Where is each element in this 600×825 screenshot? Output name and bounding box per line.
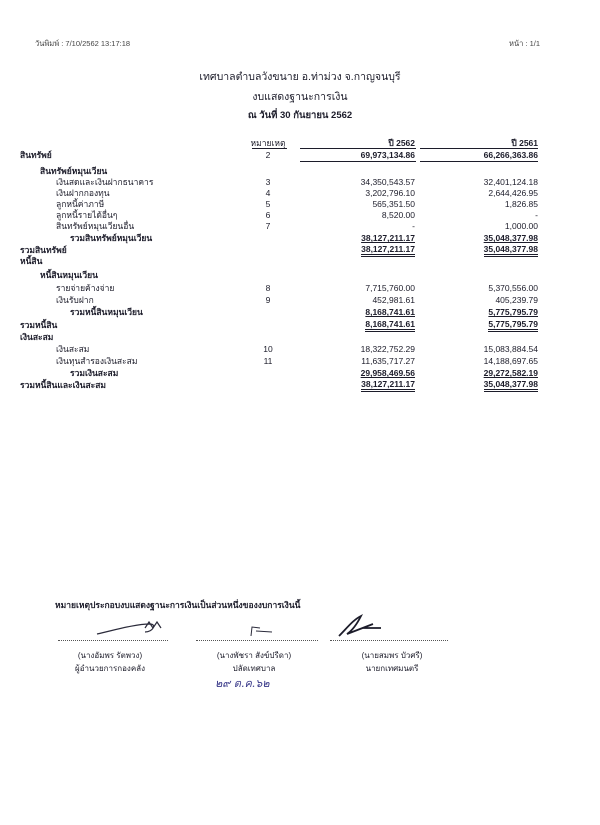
signer-2-name: (นางพัชรา สังข์ปรีดา) xyxy=(216,651,292,660)
row-note: 3 xyxy=(265,177,271,187)
row-label: หนี้สิน xyxy=(20,256,43,266)
signer-1-name: (นางอัมพร รัตพวง) xyxy=(77,651,143,660)
row-note: 5 xyxy=(265,199,271,209)
row-value-2561: - xyxy=(535,210,538,220)
signature-2-icon xyxy=(248,624,278,640)
table-row xyxy=(0,307,600,318)
row-label: สินทรัพย์หมุนเวียน xyxy=(40,166,108,176)
row-value-2561: 1,826.85 xyxy=(504,199,538,209)
row-label: เงินฝากกองทุน xyxy=(56,188,110,198)
row-value-2561: 5,775,795.79 xyxy=(488,307,538,317)
row-value-2561: 35,048,377.98 xyxy=(484,245,538,257)
row-label: รวมหนี้สินและเงินสะสม xyxy=(20,380,107,390)
row-value-2562: 34,350,543.57 xyxy=(360,177,415,187)
row-label: รายจ่ายค้างจ่าย xyxy=(56,283,115,293)
table-row xyxy=(0,166,600,177)
table-row xyxy=(0,188,600,199)
footnote: หมายเหตุประกอบงบแสดงฐานะการเงินเป็นส่วนหนึ่งของงบการเงินนี้ xyxy=(55,600,301,610)
table-row xyxy=(0,344,600,355)
table-row xyxy=(0,233,600,244)
row-note: 8 xyxy=(265,283,271,293)
row-value-2562: 38,127,211.17 xyxy=(361,380,415,392)
row-value-2561: 35,048,377.98 xyxy=(484,380,538,392)
row-value-2562: 3,202,796.10 xyxy=(365,188,415,198)
table-row xyxy=(0,177,600,188)
row-label: เงินสดและเงินฝากธนาคาร xyxy=(56,177,154,187)
row-note: 2 xyxy=(265,150,271,160)
row-label: รวมหนี้สินหมุนเวียน xyxy=(70,307,143,317)
row-label: รวมเงินสะสม xyxy=(70,368,119,378)
table-row xyxy=(0,270,600,281)
table-row xyxy=(0,283,600,294)
row-value-2561: 14,188,697.65 xyxy=(483,356,538,366)
row-note: 9 xyxy=(265,295,271,305)
row-value-2561: 1,000.00 xyxy=(504,221,538,231)
print-date: วันพิมพ์ : 7/10/2562 13:17:18 xyxy=(35,39,131,48)
statement-title: งบแสดงฐานะการเงิน xyxy=(252,91,348,103)
signer-2-position: ปลัดเทศบาล xyxy=(232,664,276,673)
row-label: สินทรัพย์ xyxy=(20,150,52,160)
table-row xyxy=(0,356,600,367)
page-number: หน้า : 1/1 xyxy=(509,39,540,48)
row-value-2562: - xyxy=(412,221,415,231)
row-label: เงินรับฝาก xyxy=(56,295,94,305)
signature-line-3 xyxy=(330,640,448,641)
row-label: รวมสินทรัพย์ xyxy=(20,245,67,255)
row-value-2562: 38,127,211.17 xyxy=(361,233,415,243)
row-value-2562: 29,958,469.56 xyxy=(360,368,415,378)
row-value-2562: 11,635,717.27 xyxy=(361,356,415,366)
row-value-2561: 32,401,124.18 xyxy=(483,177,538,187)
table-row xyxy=(0,380,600,391)
row-note: 7 xyxy=(265,221,271,231)
table-row xyxy=(0,256,600,267)
signature-line-2 xyxy=(196,640,318,641)
assets-row-rule-2562 xyxy=(300,161,416,162)
row-note: 10 xyxy=(263,344,273,354)
row-value-2562: 452,981.61 xyxy=(372,295,415,305)
row-value-2561: 29,272,582.19 xyxy=(483,368,538,378)
year-2561-header: ปี 2561 xyxy=(511,138,538,148)
signer-1-position: ผู้อำนวยการกองคลัง xyxy=(75,664,145,673)
signature-line-1 xyxy=(58,640,168,641)
row-label: รวมสินทรัพย์หมุนเวียน xyxy=(70,233,153,243)
statement-date: ณ วันที่ 30 กันยายน 2562 xyxy=(247,110,353,121)
table-row xyxy=(0,295,600,306)
row-label: เงินสะสม xyxy=(56,344,90,354)
table-row xyxy=(0,210,600,221)
row-value-2561: 405,239.79 xyxy=(495,295,538,305)
table-row xyxy=(0,245,600,256)
table-row xyxy=(0,320,600,331)
row-value-2562: 38,127,211.17 xyxy=(361,245,415,257)
table-row xyxy=(0,368,600,379)
year-2562-header-rule xyxy=(300,148,416,149)
row-note: 11 xyxy=(263,356,273,366)
row-note: 6 xyxy=(265,210,271,220)
signature-3-icon xyxy=(335,610,385,640)
handwritten-date: ๒๙ ต.ค.๖๒ xyxy=(215,677,270,690)
row-label: เงินสะสม xyxy=(20,332,54,342)
signer-3-name: (นายสมพร บัวศรี) xyxy=(361,651,423,660)
year-2561-header-rule xyxy=(420,148,538,149)
row-label: หนี้สินหมุนเวียน xyxy=(40,270,98,280)
row-value-2562: 18,322,752.29 xyxy=(360,344,415,354)
row-value-2561: 5,370,556.00 xyxy=(488,283,538,293)
table-row xyxy=(0,221,600,232)
table-row xyxy=(0,150,600,161)
row-value-2562: 8,168,741.61 xyxy=(365,320,415,332)
row-label: สินทรัพย์หมุนเวียนอื่น xyxy=(56,221,135,231)
row-value-2562: 8,520.00 xyxy=(381,210,415,220)
org-name: เทศบาลตำบลวังขนาย อ.ท่าม่วง จ.กาญจนบุรี xyxy=(199,71,401,83)
table-row xyxy=(0,199,600,210)
note-header-rule xyxy=(252,148,287,149)
note-column-header: หมายเหตุ xyxy=(250,138,286,148)
row-value-2562: 8,168,741.61 xyxy=(365,307,415,317)
row-label: ลูกหนี้ค่าภาษี xyxy=(56,199,105,209)
signature-1-icon xyxy=(95,618,165,640)
row-value-2562: 69,973,134.86 xyxy=(360,150,415,160)
row-note: 4 xyxy=(265,188,271,198)
row-value-2561: 35,048,377.98 xyxy=(483,233,538,243)
row-value-2562: 7,715,760.00 xyxy=(365,283,415,293)
signer-3-position: นายกเทศมนตรี xyxy=(365,664,419,673)
row-label: เงินทุนสำรองเงินสะสม xyxy=(56,356,138,366)
row-label: ลูกหนี้รายได้อื่นๆ xyxy=(56,210,118,220)
row-value-2561: 15,083,884.54 xyxy=(483,344,538,354)
row-value-2561: 2,644,426.95 xyxy=(488,188,538,198)
row-value-2561: 5,775,795.79 xyxy=(488,320,538,332)
row-value-2562: 565,351.50 xyxy=(372,199,415,209)
row-value-2561: 66,266,363.86 xyxy=(483,150,538,160)
table-row xyxy=(0,332,600,343)
row-label: รวมหนี้สิน xyxy=(20,320,58,330)
assets-row-rule-2561 xyxy=(420,161,538,162)
year-2562-header: ปี 2562 xyxy=(388,138,415,148)
